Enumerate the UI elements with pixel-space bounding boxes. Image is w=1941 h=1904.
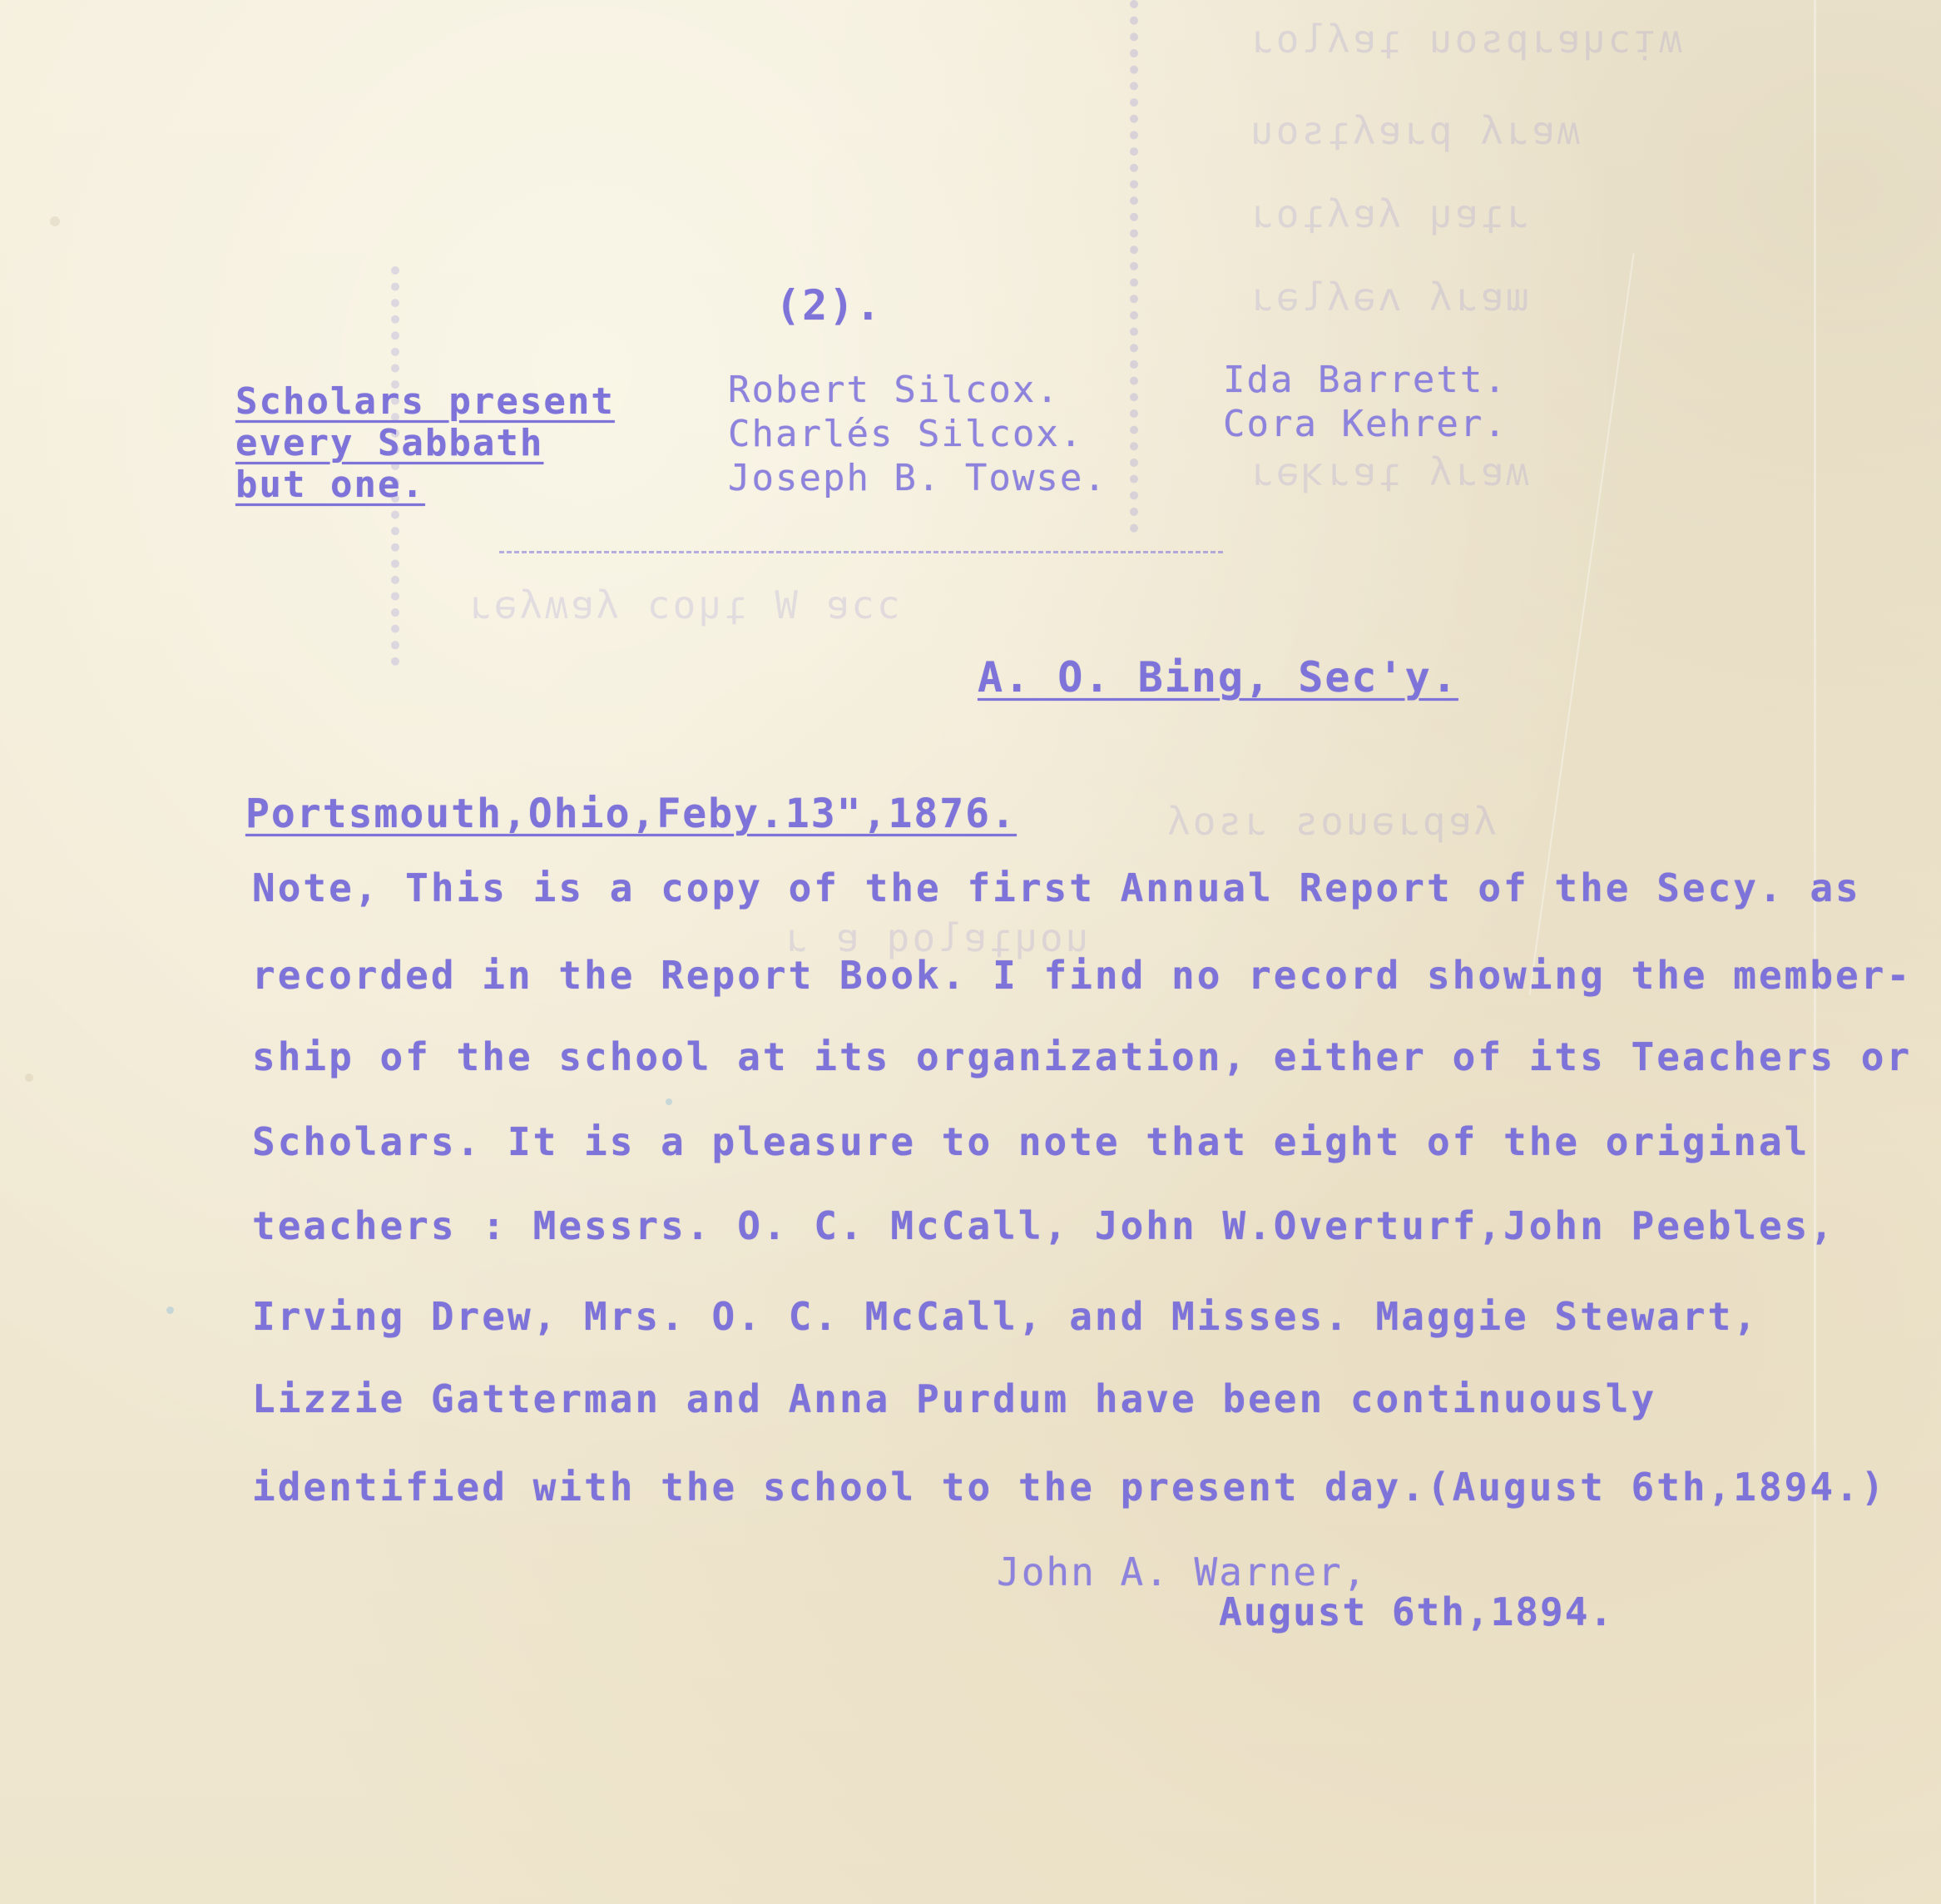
note-line: identified with the school to the present day.(August 6th,1894.) bbox=[252, 1465, 1887, 1510]
dateline: Portsmouth,Ohio,Feby.13",1876. bbox=[245, 791, 1017, 837]
bleed-through-text: ʍɐɹʎ ʇɐɹʞǝɹ bbox=[1248, 449, 1529, 494]
note-line: recorded in the Report Book. I find no record showing the member- bbox=[252, 953, 1913, 998]
page-number: (2). bbox=[775, 281, 883, 330]
scholars-label-line: every Sabbath bbox=[235, 422, 544, 464]
note-line: Lizzie Gatterman and Anna Purdum have been continuously bbox=[252, 1376, 1657, 1421]
note-line: Scholars. It is a pleasure to note that eight of the original bbox=[252, 1119, 1810, 1164]
scholar-name: Charlés Silcox. bbox=[728, 413, 1084, 455]
bleed-through-text: uoɥʇɐloq ɐ ɹ bbox=[782, 915, 1089, 960]
scholar-name: Robert Silcox. bbox=[728, 369, 1060, 411]
paper-speck bbox=[50, 216, 60, 226]
bleed-through-text: ʍᴉɔɥɐɹpsou ʇɐʎloɹ bbox=[1248, 17, 1682, 62]
bleed-through-text: ɹʇɐɥ ʎɐʎʇoɹ bbox=[1248, 191, 1529, 236]
signature-name: John A. Warner, bbox=[997, 1549, 1368, 1594]
paper-crease bbox=[1814, 0, 1816, 1904]
paper-speck bbox=[166, 1307, 174, 1314]
bleed-through-text: ʎɐpɹǝuos ɹsoʎ bbox=[1165, 799, 1498, 844]
scholar-name: Ida Barrett. bbox=[1223, 359, 1508, 401]
secretary-signature: A. O. Bing, Sec'y. bbox=[978, 653, 1458, 702]
bleed-through-text: ɔɔɐ W ʇɥoɔ ʎɐʍʎǝɹ bbox=[466, 583, 900, 627]
bleed-through-text: ɯɐɹʎ ʌǝʎlǝɹ bbox=[1248, 275, 1529, 320]
bleed-through-text: ʍɐɹʎ pɹɐʎʇsou bbox=[1248, 108, 1581, 153]
scholar-name: Joseph B. Towse. bbox=[728, 457, 1107, 499]
note-line: Irving Drew, Mrs. O. C. McCall, and Misses. Maggie Stewart, bbox=[252, 1294, 1759, 1339]
scholars-label-line: but one. bbox=[235, 464, 425, 506]
dashed-rule bbox=[499, 551, 1223, 553]
signature-date: August 6th,1894. bbox=[1219, 1589, 1615, 1634]
paper-speck bbox=[25, 1073, 33, 1082]
note-line: teachers : Messrs. O. C. McCall, John W.Overturf,John Peebles, bbox=[252, 1203, 1836, 1248]
note-line: Note, This is a copy of the first Annual Report of the Secy. as bbox=[252, 865, 1861, 910]
note-line: ship of the school at its organization, either of its Teachers or bbox=[252, 1034, 1913, 1079]
scholar-name: Cora Kehrer. bbox=[1223, 403, 1508, 445]
bleed-through-dots bbox=[1130, 0, 1146, 533]
scholars-label-line: Scholars present bbox=[235, 380, 615, 423]
paper-speck bbox=[666, 1098, 672, 1105]
